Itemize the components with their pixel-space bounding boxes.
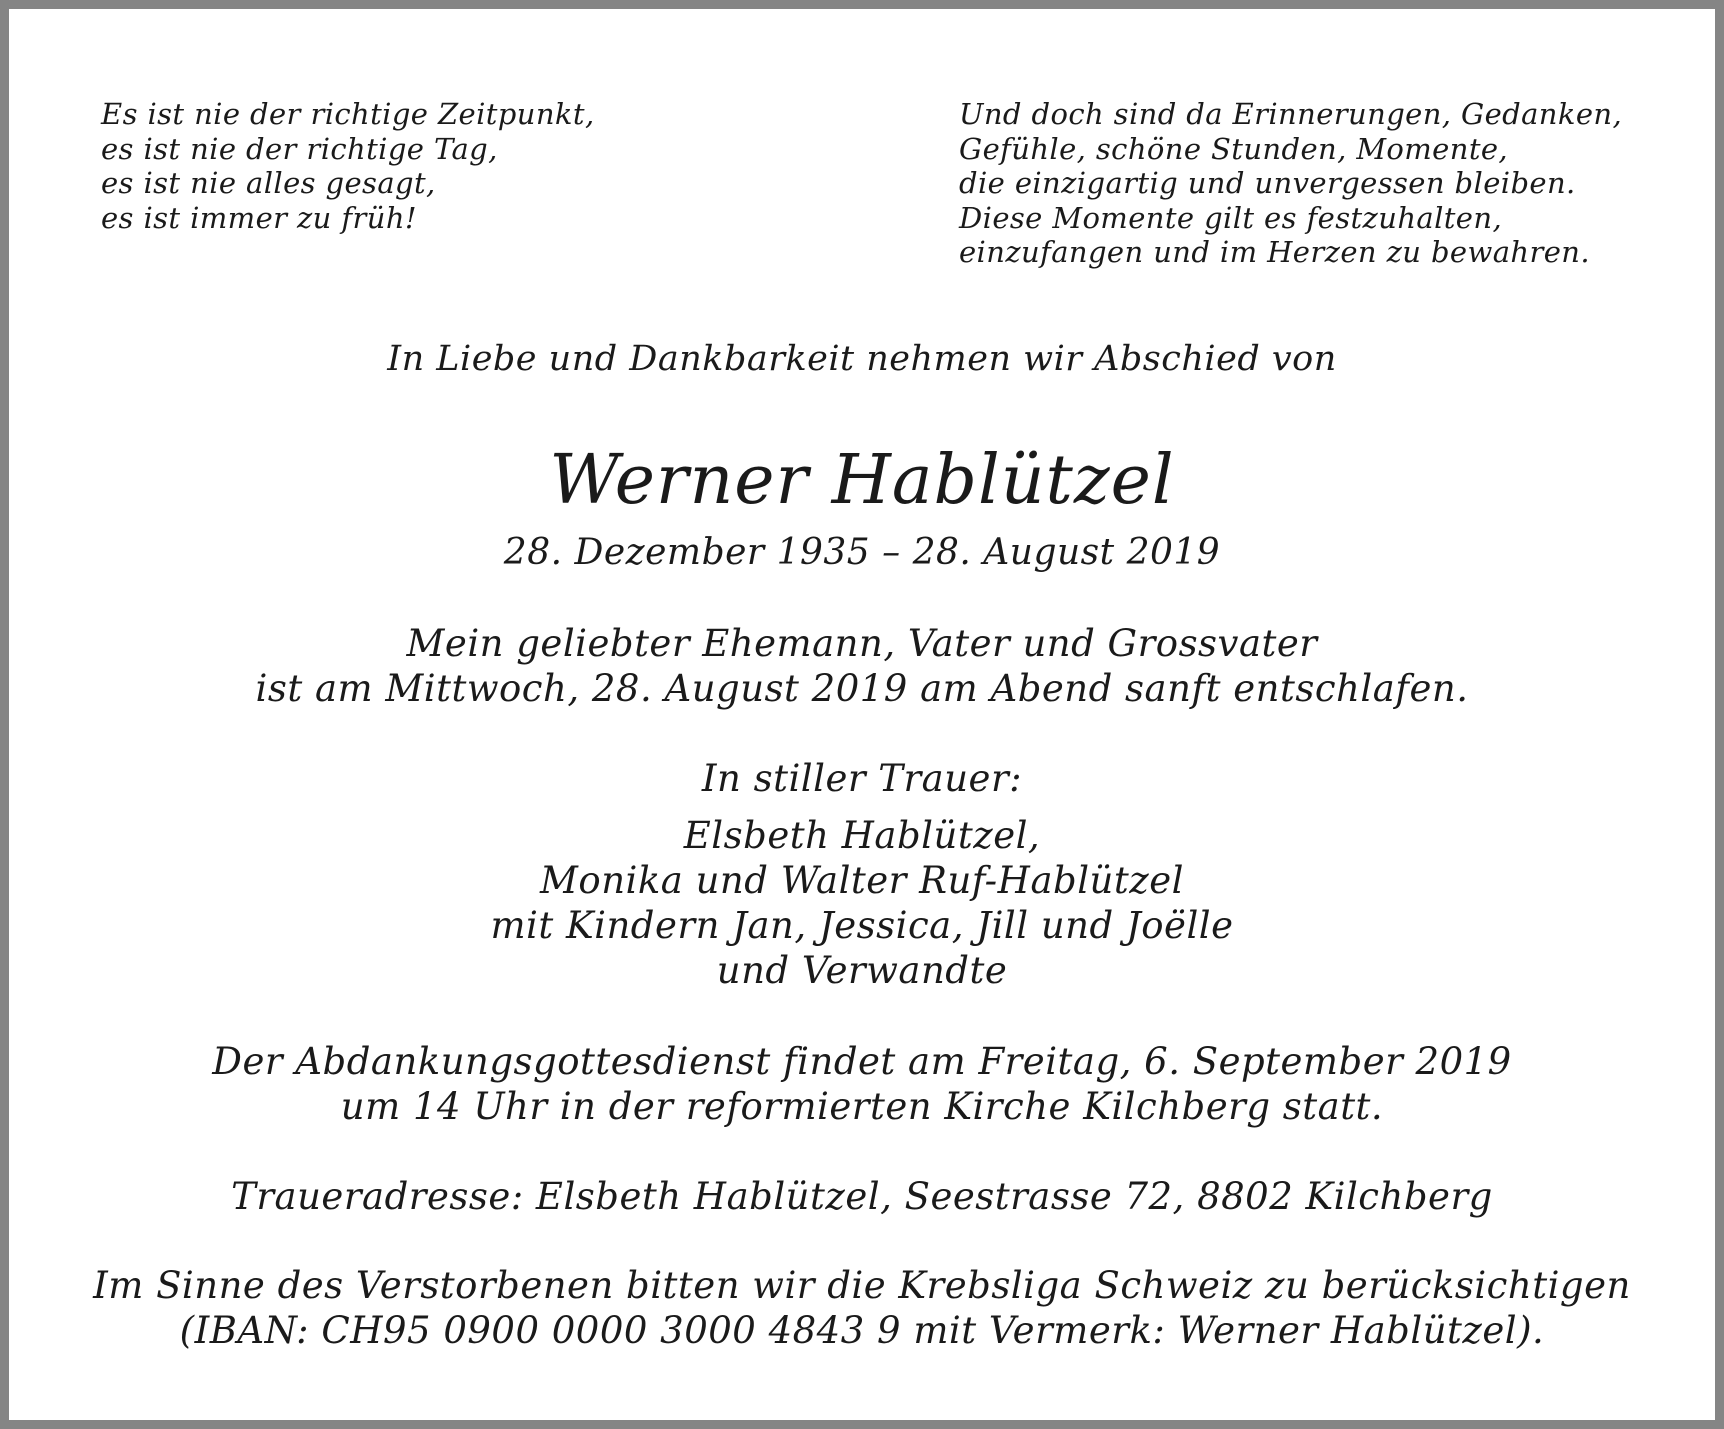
mourners-list — [9, 813, 1715, 993]
donation-line: (IBAN: CH95 0900 0000 3000 4843 9 mit Vermerk: Werner Hablützel). — [179, 1309, 1545, 1352]
verse-left-line: es ist nie der richtige Tag, — [101, 131, 498, 166]
death-notice-line: Mein geliebter Ehemann, Vater und Grossvater — [406, 622, 1318, 665]
donation-line: Im Sinne des Verstorbenen bitten wir die Krebsliga Schweiz zu berücksichtigen — [93, 1264, 1631, 1307]
verse-left — [101, 97, 861, 235]
verse-right — [959, 97, 1689, 270]
life-dates — [9, 529, 1715, 577]
service-line: um 14 Uhr in der reformierten Kirche Kilchberg statt. — [340, 1085, 1384, 1128]
verse-right-line: die einzigartig und unvergessen bleiben. — [959, 166, 1576, 200]
mourning-address-text: Traueradresse: Elsbeth Hablützel, Seestrasse 72, 8802 Kilchberg — [231, 1175, 1493, 1218]
verse-left-line: es ist nie alles gesagt, — [101, 166, 436, 200]
verse-left-line: Es ist nie der richtige Zeitpunkt, — [101, 97, 595, 131]
deceased-name — [9, 441, 1715, 521]
deceased-name-text: Werner Hablützel — [549, 441, 1175, 520]
intro-text: In Liebe und Dankbarkeit nehmen wir Abschied von — [387, 339, 1337, 379]
verse-left-line: es ist immer zu früh! — [101, 200, 417, 235]
mourning-heading — [9, 755, 1715, 803]
mourning-address — [9, 1173, 1715, 1221]
intro-line — [9, 337, 1715, 381]
mourner-line: mit Kindern Jan, Jessica, Jill und Joëlle — [490, 904, 1234, 947]
death-notice — [9, 621, 1715, 711]
funeral-service — [9, 1039, 1715, 1129]
verse-right-line: Gefühle, schöne Stunden, Momente, — [959, 131, 1509, 166]
service-line: Der Abdankungsgottesdienst findet am Freitag, 6. September 2019 — [212, 1040, 1512, 1083]
mourner-line: und Verwandte — [716, 949, 1008, 992]
death-notice-line: ist am Mittwoch, 28. August 2019 am Abend sanft entschlafen. — [255, 667, 1469, 710]
donation-request — [9, 1263, 1715, 1353]
mourner-line: Elsbeth Hablützel, — [683, 814, 1041, 857]
verse-right-line: Und doch sind da Erinnerungen, Gedanken, — [959, 97, 1623, 131]
mourning-heading-text: In stiller Trauer: — [701, 757, 1023, 800]
mourner-line: Monika und Walter Ruf-Hablützel — [540, 859, 1184, 902]
verse-right-line: Diese Momente gilt es festzuhalten, — [959, 200, 1503, 235]
verse-right-line: einzufangen und im Herzen zu bewahren. — [959, 235, 1590, 269]
life-dates-text: 28. Dezember 1935 – 28. August 2019 — [503, 532, 1221, 573]
